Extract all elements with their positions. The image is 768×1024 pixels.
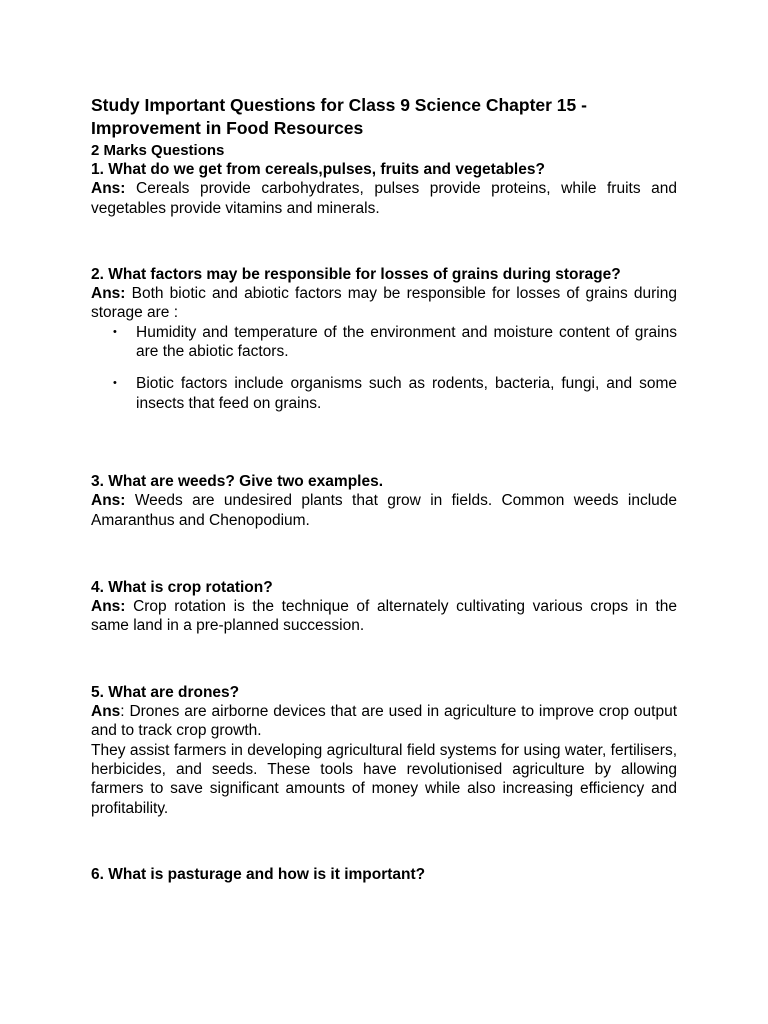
question-block-4 <box>91 578 677 636</box>
section-heading: 2 Marks Questions <box>91 142 225 159</box>
question-5: 5. What are drones? <box>91 683 240 701</box>
question-block-5 <box>91 683 677 818</box>
page-title: Study Important Questions for Class 9 Science Chapter 15 - Improvement in Food Resources <box>91 95 587 138</box>
answer-2 <box>91 284 677 323</box>
answer-1 <box>91 179 677 218</box>
answer-label: Ans: <box>91 598 126 616</box>
list-item <box>91 323 677 362</box>
answer-5-text: : Drones are airborne devices that are used in agriculture to improve crop output and to track crop growth. <box>91 703 677 740</box>
bullet-icon: • <box>113 325 117 338</box>
question-block-1 <box>91 160 677 218</box>
answer-label: Ans <box>91 703 121 721</box>
answer-5-extra: They assist farmers in developing agricultural field systems for using water, fertilisers, herbicides, and seeds. These tools have revolutionised agriculture by allowing farmers to save significant amounts of money while also increasing efficiency and profitability. <box>91 741 677 817</box>
question-1: 1. What do we get from cereals,pulses, fruits and vegetables? <box>91 161 545 178</box>
answer-2-text: Both biotic and abiotic factors may be responsible for losses of grains during storage are : <box>91 285 677 322</box>
question-4: 4. What is crop rotation? <box>91 578 273 596</box>
question-2: 2. What factors may be responsible for losses of grains during storage? <box>91 265 621 283</box>
answer-4 <box>91 597 677 636</box>
answer-1-text: Cereals provide carbohydrates, pulses provide proteins, while fruits and vegetables provide vitamins and minerals. <box>91 180 677 217</box>
answer-3-text: Weeds are undesired plants that grow in fields. Common weeds include Amaranthus and Chenopodium. <box>91 492 677 529</box>
list-item <box>91 374 677 413</box>
list-item-text: Biotic factors include organisms such as rodents, bacteria, fungi, and some insects that feed on grains. <box>136 375 677 412</box>
answer-3 <box>91 491 677 530</box>
document-page <box>91 94 677 884</box>
question-block-3 <box>91 472 677 530</box>
question-block-6 <box>91 865 677 884</box>
question-3: 3. What are weeds? Give two examples. <box>91 472 384 490</box>
answer-2-bullet-list <box>91 323 677 413</box>
answer-4-text: Crop rotation is the technique of alternately cultivating various crops in the same land in a pre-planned succession. <box>91 598 677 635</box>
answer-5 <box>91 702 677 741</box>
question-block-2 <box>91 265 677 413</box>
list-item-text: Humidity and temperature of the environment and moisture content of grains are the abiotic factors. <box>136 323 677 361</box>
question-6: 6. What is pasturage and how is it important? <box>91 865 426 883</box>
answer-label: Ans: <box>91 492 126 510</box>
answer-label: Ans: <box>91 180 126 198</box>
answer-label: Ans: <box>91 285 126 303</box>
bullet-icon: • <box>113 377 117 390</box>
